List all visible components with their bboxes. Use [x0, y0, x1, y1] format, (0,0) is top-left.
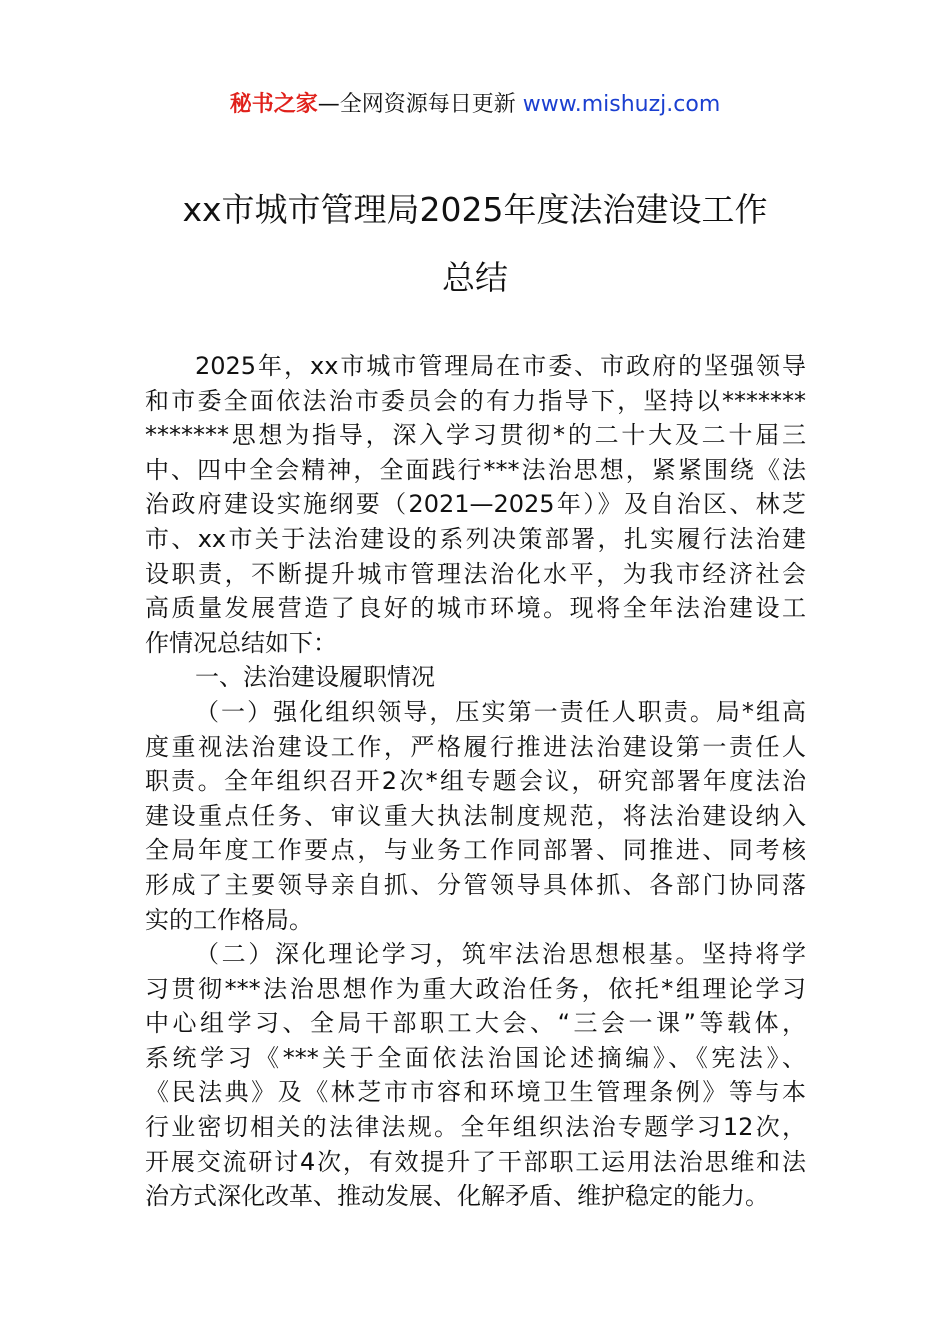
text-line: 和市委全面依法治市委员会的有力指导下，坚持以******* — [145, 386, 806, 415]
section-heading — [145, 660, 806, 695]
paragraph — [145, 695, 806, 937]
text-line: 作情况总结如下： — [145, 628, 337, 657]
text-line: 高质量发展营造了良好的城市环境。现将全年法治建设工 — [145, 594, 806, 623]
text-line: 开展交流研讨4次，有效提升了干部职工运用法治思维和法 — [145, 1147, 806, 1176]
text-line: （一）强化组织领导，压实第一责任人职责。局*组高 — [195, 697, 806, 726]
text-line: 一、法治建设履职情况 — [195, 663, 435, 692]
paragraph — [145, 349, 806, 660]
text-line: 实的工作格局。 — [145, 905, 313, 934]
site-banner — [0, 88, 950, 122]
text-line: 系统学习《***关于全面依法治国论述摘编》、《宪法》、 — [145, 1043, 806, 1072]
text-line: 习贯彻***法治思想作为重大政治任务，依托*组理论学习 — [145, 974, 806, 1003]
paragraph — [145, 937, 806, 1214]
text-line: 度重视法治建设工作，严格履行推进法治建设第一责任人 — [145, 732, 806, 761]
text-line: 设职责，不断提升城市管理法治化水平，为我市经济社会 — [145, 559, 806, 588]
document-title-line-1: xx市城市管理局2025年度法治建设工作 — [182, 190, 768, 229]
text-line: 《民法典》及《林芝市市容和环境卫生管理条例》等与本 — [145, 1078, 806, 1107]
text-line: 建设重点任务、审议重大执法制度规范，将法治建设纳入 — [145, 801, 806, 830]
text-line: （二）深化理论学习，筑牢法治思想根基。坚持将学 — [195, 940, 806, 969]
text-line: 形成了主要领导亲自抓、分管领导具体抓、各部门协同落 — [145, 870, 806, 899]
text-line: *******思想为指导，深入学习贯彻*的二十大及二十届三 — [145, 421, 806, 450]
text-line: 职责。全年组织召开2次*组专题会议，研究部署年度法治 — [145, 767, 806, 796]
document-title-line-2: 总结 — [442, 258, 508, 297]
text-line: 2025年，xx市城市管理局在市委、市政府的坚强领导 — [195, 352, 806, 380]
banner-brand: 秘书之家 — [229, 92, 318, 117]
text-line: 行业密切相关的法律法规。全年组织法治专题学习12次， — [145, 1113, 806, 1142]
document-body — [145, 349, 806, 1214]
text-line: 中心组学习、全局干部职工大会、“三会一课”等载体， — [145, 1009, 806, 1038]
text-line: 中、四中全会精神，全面践行***法治思想，紧紧围绕《法 — [145, 455, 806, 484]
text-line: 全局年度工作要点，与业务工作同部署、同推进、同考核 — [145, 836, 806, 865]
banner-slogan: —全网资源每日更新 — [317, 92, 516, 117]
text-line: 治方式深化改革、推动发展、化解矛盾、维护稳定的能力。 — [145, 1182, 769, 1211]
text-line: 市、xx市关于法治建设的系列决策部署，扎实履行法治建 — [145, 524, 806, 553]
banner-url-link[interactable]: www.mishuzj.com — [522, 92, 721, 117]
text-line: 治政府建设实施纲要（2021—2025年）》及自治区、林芝 — [145, 490, 806, 519]
